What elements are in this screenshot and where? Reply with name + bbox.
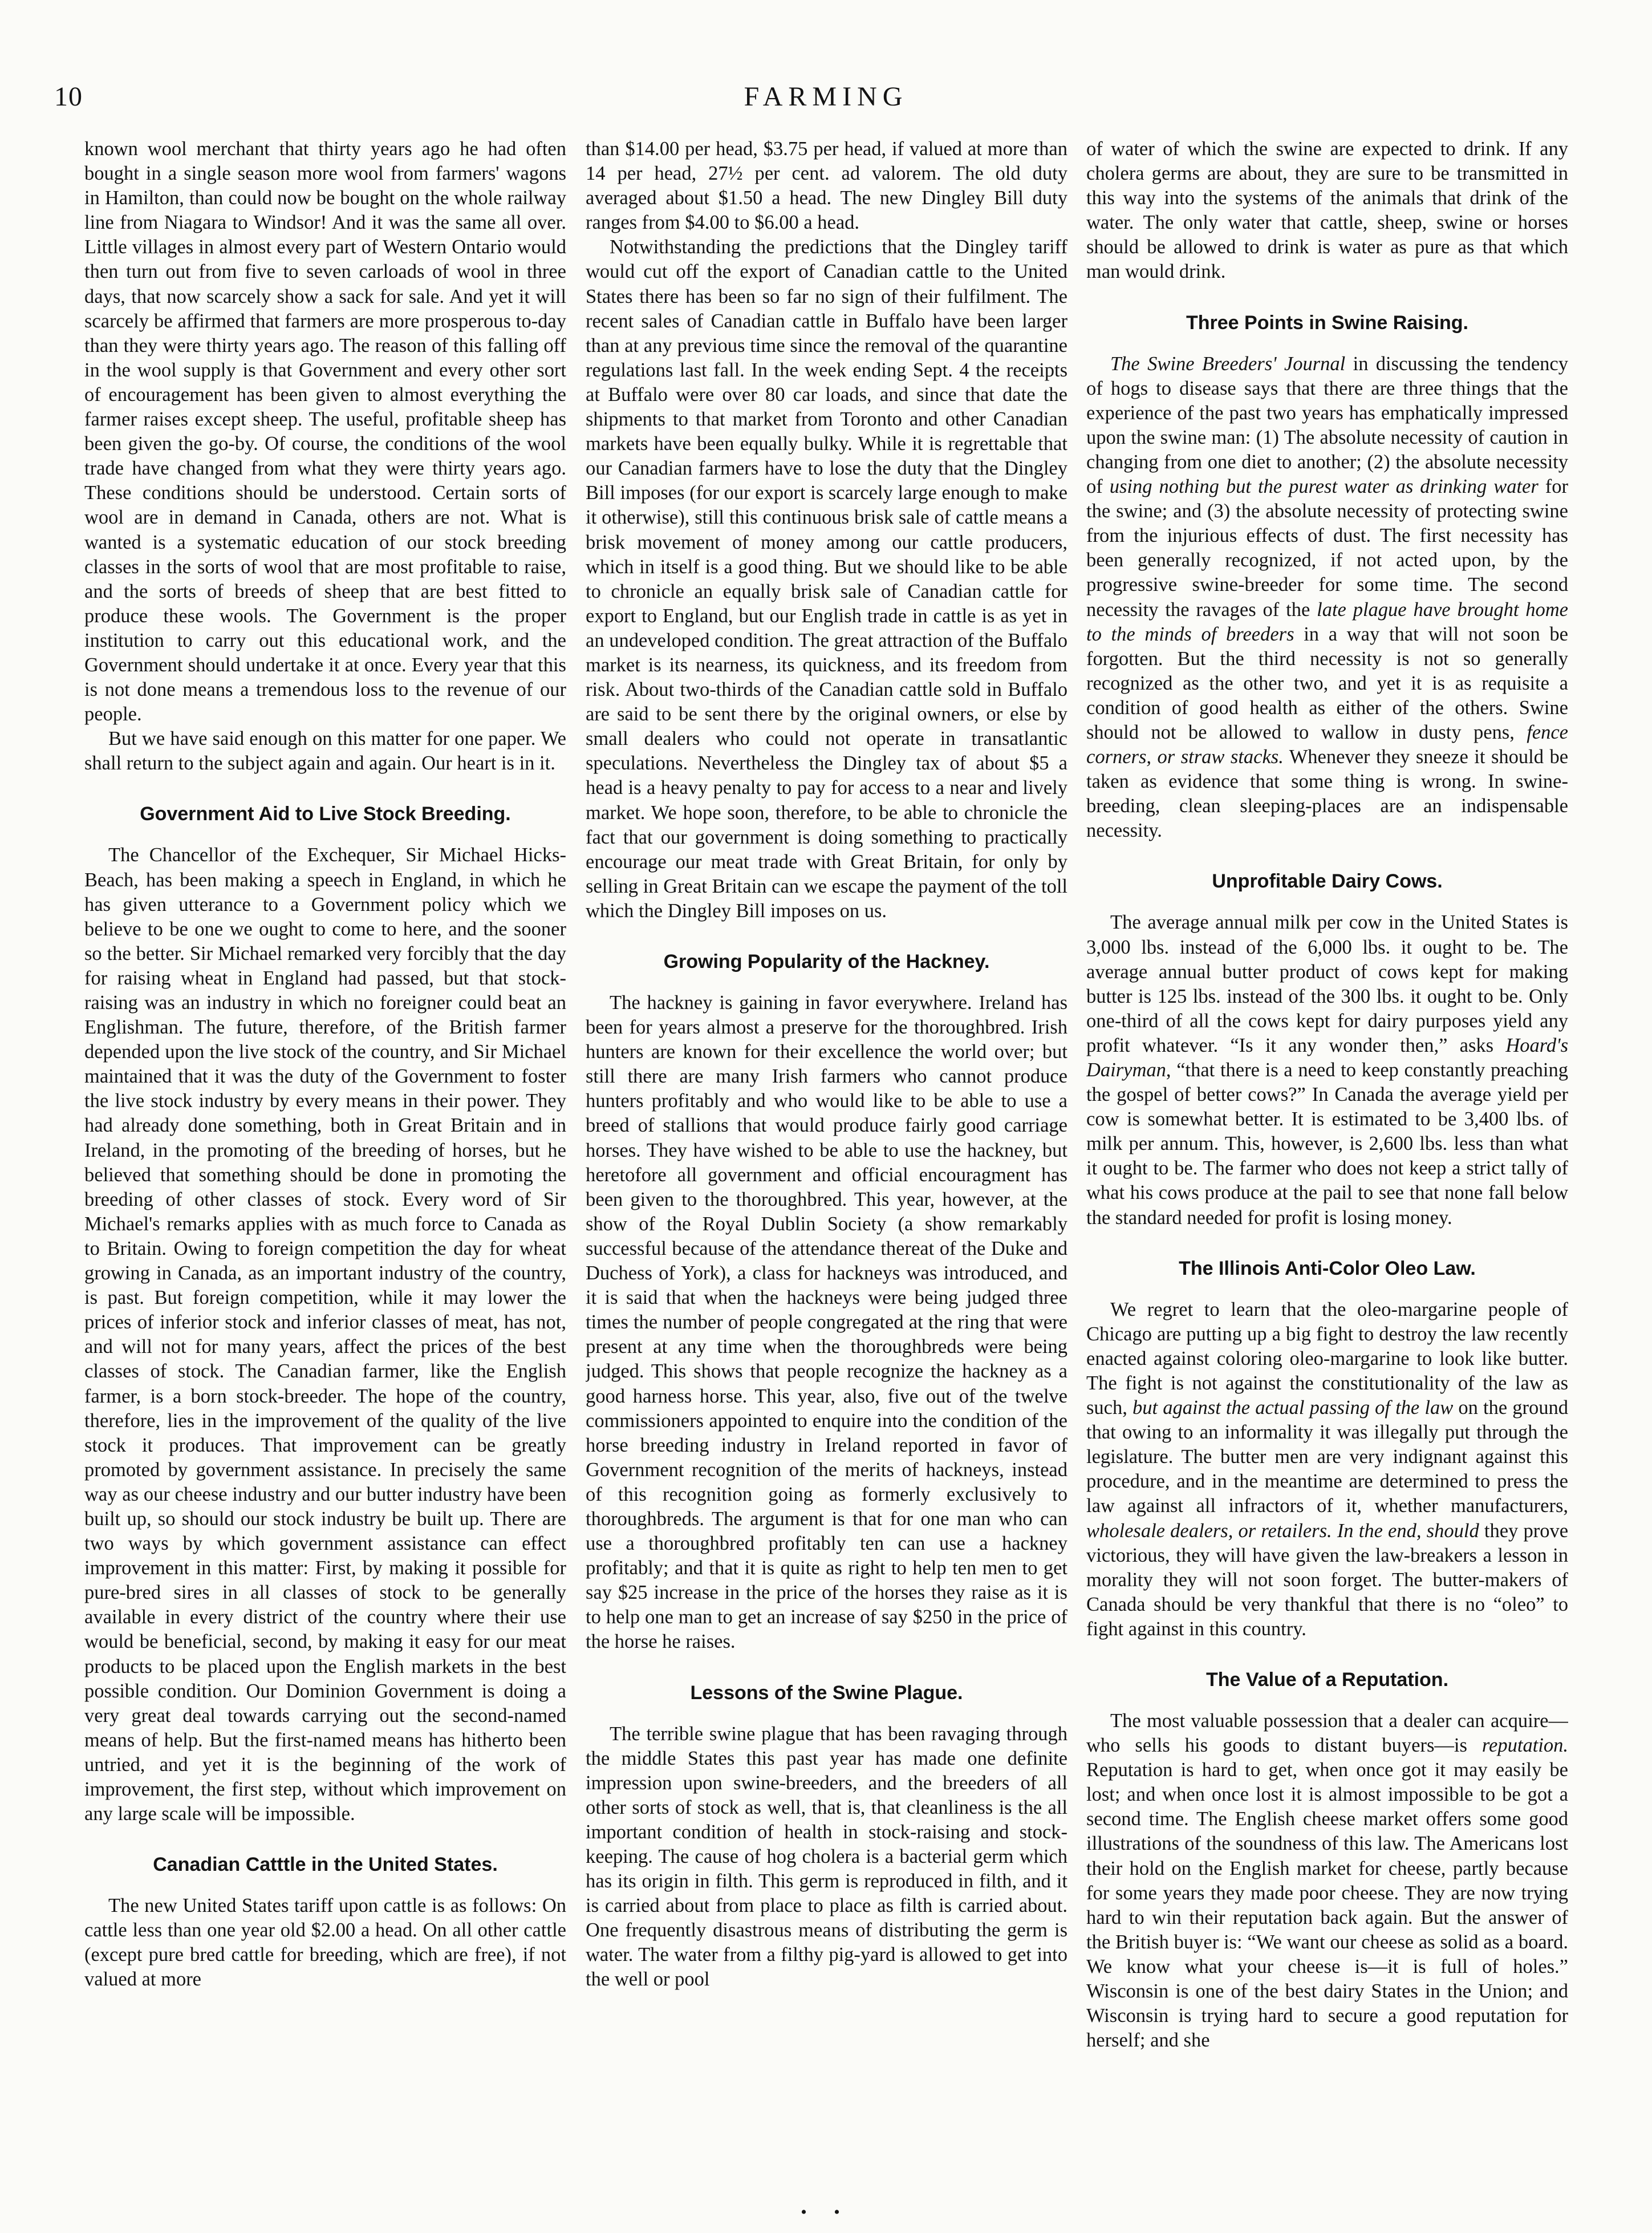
footer-marks: • • [801,2203,851,2222]
column-2 [586,137,1067,2190]
paragraph: The hackney is gaining in favor everywhere. Ireland has been for years almost a preserve for the thoroughbred. Irish hunters are known for their excellence the world over; but still there are many Irish farmers who cannot produce hunters profitably and who would like to be able to use a breed of stallions that would produce fairly good carriage horses. They have wished to be able to use the hackney, but heretofore all government and official encouragment has been given to the thoroughbred. This year, however, at the show of the Royal Dublin Society (a show remarkably successful because of the attendance thereat of the Duke and Duchess of York), a class for hackneys was introduced, and it is said that when the hackneys were being judged three times the number of people congregated at the ring that were present at any time when the thoroughbreds were being judged. This shows that people recognize the hackney as a good harness horse. This year, also, five out of the twelve commissioners appointed to enquire into the condition of the horse breeding industry in Ireland reported in favor of Government recognition of the merits of hackneys, instead of this recognition going as formerly exclusively to thoroughbreds. The argument is that for one man who can use a thoroughbred profitably ten can use a hackney profitably; and that it is quite as right to help ten men to get say $25 increase in the price of the horses they raise as it is to help one man to get an increase of say $250 in the price of the horse he raises. [586,992,1067,1653]
paragraph: Notwithstanding the predictions that the Dingley tariff would cut off the export of Canadian cattle to the United States there has been so far no sign of their fulfilment. The recent sales of Canadian cattle in Buffalo have been larger than at any previous time since the removal of the quarantine regulations last fall. In the week ending Sept. 4 the receipts at Buffalo were over 80 car loads, and since that date the shipments to that market from Toronto and other Canadian markets have been equally bulky. While it is regrettable that our Canadian farmers have to lose the duty that the Dingley Bill imposes (for our export is scarcely large enough to make it otherwise), still this continuous brisk sale of cattle means a brisk movement of money among our cattle producers, which in itself is a good thing. But we should like to be able to chronicle an equally brisk sale of Canadian cattle for export to England, but our English trade in cattle is as yet in an undeveloped condition. The great attraction of the Buffalo market is its nearness, its quickness, and its freedom from risk. About two-thirds of the Canadian cattle sold in Buffalo are said to be sent there by the original owners, or else by small dealers who could not operate in transatlantic speculations. Nevertheless the Dingley tax of about $5 a head is a heavy penalty to pay for access to a near and lively market. We hope soon, therefore, to be able to chronicle the fact that our government is doing something to practically encourage our meat trade with Great Britain, for only by selling in Great Britain can we escape the payment of the toll which the Dingley Bill imposes on us. [586,236,1067,922]
paragraph: The Chancellor of the Exchequer, Sir Michael Hicks-Beach, has been making a speech in England, in which he has given utterance to a Government policy which we believe to be one we ought to come to here, and the sooner so the better. Sir Michael remarked very forcibly that the day for raising wheat in England had passed, but that stock-raising was an industry in which no foreigner could beat an Englishman. The future, therefore, of the British farmer depended upon the live stock of the country, and Sir Michael maintained that it was the duty of the Government to foster the live stock industry by every means in their power. They had already done something, both in Great Britain and in Ireland, in the promoting of the breeding of horses, but he believed that something should be done in promoting the breeding of other classes of stock. Every word of Sir Michael's remarks applies with as much force to Canada as to Britain. Owing to foreign competition the day for wheat growing in Canada, as an important industry of the country, is past. But foreign competition, while it may lower the prices of inferior stock and inferior classes of meat, has not, and will not for many years, affect the prices of the best classes of stock. The Canadian farmer, like the English farmer, is a born stock-breeder. The hope of the country, therefore, lies in the improvement of the quality of the live stock it produces. That improvement can be greatly promoted by government assistance. In precisely the same way as our cheese industry and our butter industry have been built up, so should our stock industry be built up. There are two ways by which government assistance can effect improvement in this matter: First, by making it possible for pure-bred sires in all classes of stock to be generally available in every district of the country where their use would be beneficial, second, by making it easy for our meat products to be placed upon the English markets in the best possible condition. Our Dominion Government is doing a very great deal towards carrying out the second-named means of help. But the first-named means has hitherto been untried, and yet it is the beginning of the work of improvement, the first step, without which improvement on any large scale will be impossible. [84,844,566,1825]
paragraph: The Swine Breeders' Journal in discussing the tendency of hogs to disease says that there are three things that the experience of the past two years has emphatically impressed upon the swine man: (1) The absolute necessity of caution in changing from one diet to another; (2) the absolute necessity of using nothing but the purest water as drinking water for the swine; and (3) the absolute necessity of protecting swine from the injurious effects of dust. The first necessity has been generally recognized, if not acted upon, by the progressive swine-breeder for some time. The second necessity the ravages of the late plague have brought home to the minds of breeders in a way that will not soon be forgotten. But the third necessity is not so generally recognized as the other two, and yet it is as requisite a condition of good health as either of the others. Swine should not be allowed to wallow in dusty pens, fence corners, or straw stacks. Whenever they sneeze it should be taken as evidence that some thing is wrong. In swine-breeding, clean sleeping-places are an indispensable necessity. [1086,352,1568,842]
continued-paragraph: known wool merchant that thirty years ago he had often bought in a single season more wool from farmers' wagons in Hamilton, than could now be bought on the whole railway line from Niagara to Windsor! And it was the same all over. Little villages in almost every part of Western Ontario would then turn out from five to seven carloads of wool in three days, that now scarcely show a sack for sale. And yet it will scarcely be affirmed that farmers are more prosperous to-day than they were thirty years ago. The reason of this falling off in the wool supply is that Government and every other sort of encouragement has been given to almost everything the farmer raises except sheep. The useful, profitable sheep has been given the go-by. Of course, the conditions of the wool trade have changed from what they were thirty years ago. These conditions should be understood. Certain sorts of wool are in demand in Canada, others are not. What is wanted is a systematic education of our stock breeding classes in the sorts of wool that are most profitable to raise, and the sorts of breeds of sheep that are best fitted to produce these wools. The Government is the proper institution to carry out this educational work, and the Government should undertake it at once. Every year that this is not done means a tremendous loss to the revenue of our people. [84,138,566,726]
column-1 [84,137,566,2190]
section-heading: The Value of a Reputation. [1205,1668,1449,1691]
column-3 [1086,137,1568,2190]
continued-paragraph: than $14.00 per head, $3.75 per head, if valued at more than 14 per head, 27½ per cent. ad valorem. The old duty averaged about $1.50 a head. The new Dingley Bill duty ranges from $4.00 to $6.00 a head. [586,138,1067,234]
page-number: 10 [54,82,83,112]
section-heading: Three Points in Swine Raising. [1186,311,1468,334]
section-heading: Growing Popularity of the Hackney. [663,951,990,972]
running-head-title: FARMING [744,82,908,112]
paragraph: But we have said enough on this matter for one paper. We shall return to the subject again and again. Our heart is in it. [84,728,566,775]
section-heading: Lessons of the Swine Plague. [690,1681,963,1704]
section-heading: Unprofitable Dairy Cows. [1212,870,1443,893]
paragraph: The most valuable possession that a dealer can acquire—who sells his goods to distant buyers—is reputation. Reputation is hard to get, when once got it may easily be lost; and when once lost it is almost impossible to be got a second time. The English cheese market offers some good illustrations of the soundness of this law. The Americans lost their hold on the English market for cheese, partly because for some years they made poor cheese. They are now trying hard to win their reputation back again. But the answer of the British buyer is: “We want our cheese as solid as a board. We know what your cheese is—it is full of holes.” Wisconsin is one of the best dairy States in the Union; and Wisconsin is trying hard to secure a good reputation for herself; and she [1086,1709,1568,2052]
section-heading: Government Aid to Live Stock Breeding. [140,803,511,825]
paragraph: The average annual milk per cow in the United States is 3,000 lbs. instead of the 6,000 lbs. it ought to be. The average annual butter product of cows kept for making butter is 125 lbs. instead of the 300 lbs. it ought to be. Only one-third of all the cows kept for dairy purposes yield any profit whatever. “Is it any wonder then,” asks Hoard's Dairyman, “that there is a need to keep constantly preaching the gospel of better cows?” In Canada the average yield per cow is somewhat better. It is estimated to be 3,400 lbs. of milk per annum. This, however, is 2,600 lbs. less than what it ought to be. The farmer who does not keep a strict tally of what his cows produce at the pail to see that none fall below the standard needed for profit is losing money. [1086,911,1568,1229]
section-heading: The Illinois Anti-Color Oleo Law. [1179,1257,1476,1279]
paragraph: The terrible swine plague that has been ravaging through the middle States this past year has made one definite impression upon swine-breeders, and the breeders of all other sorts of stock as well, that is, that cleanliness is the all important condition of health in stock-raising and stock-keeping. The cause of hog cholera is a bacterial germ which has its origin in filth. This germ is reproduced in filth, and it is carried about from place to place as filth is carried about. One frequently disastrous means of distributing the germ is water. The water from a filthy pig-yard is allowed to get into the well or pool [586,1723,1067,1991]
section-heading: Canadian Catttle in the United States. [153,1854,498,1876]
paragraph: We regret to learn that the oleo-margarine people of Chicago are putting up a big fight to destroy the law recently enacted against coloring oleo-margarine to look like butter. The fight is not against the constitutionality of the law as such, but against the actual passing of the law on the ground that owing to an informality it was illegally put through the legislature. The butter men are very indignant against this procedure, and in the meantime are determined to press the law against all infractors of it, whether manufacturers, wholesale dealers, or retailers. In the end, should they prove victorious, they will have given the law-breakers a lesson in morality they will not soon forget. The butter-makers of Canada should be very thankful that there is no “oleo” to fight against in this country. [1086,1298,1568,1640]
paragraph: The new United States tariff upon cattle is as follows: On cattle less than one year old $2.00 a head. On all other cattle (except pure bred cattle for breeding, which are free), if not valued at more [84,1895,566,1991]
continued-paragraph: of water of which the swine are expected to drink. If any cholera germs are about, they are sure to be transmitted in this way into the systems of the animals that drink of the water. The only water that cattle, sheep, swine or horses should be allowed to drink is water as pure as that which man would drink. [1086,138,1568,283]
